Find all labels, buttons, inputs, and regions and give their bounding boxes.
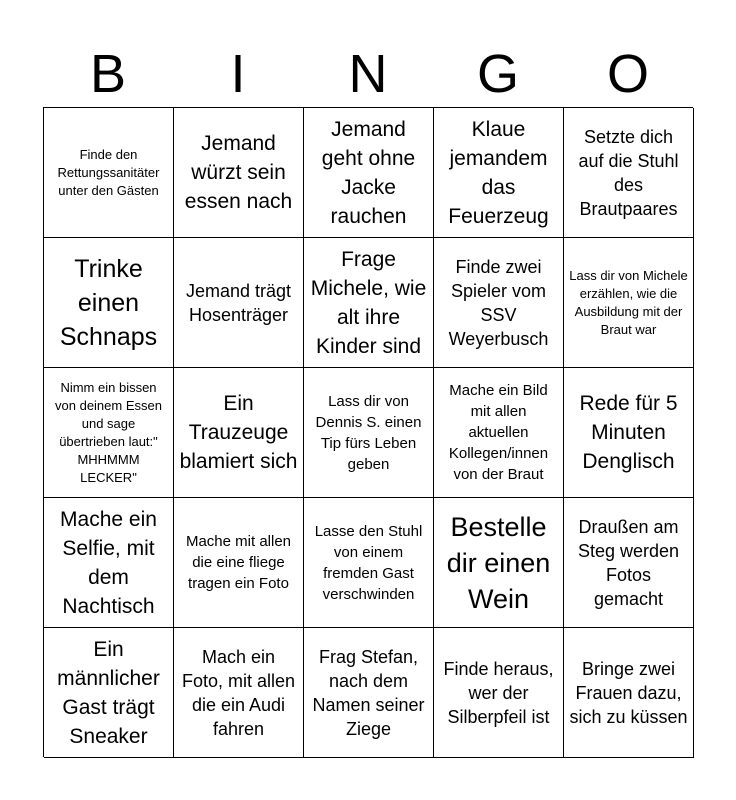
bingo-cell-text: Mache mit allen die eine fliege tragen ein Foto (185, 533, 292, 592)
bingo-cell (304, 498, 434, 628)
bingo-cell (304, 628, 434, 758)
bingo-cell (44, 108, 174, 238)
bingo-cell-text: Frage Michele, wie alt ihre Kinder sind (310, 247, 427, 358)
header-letter-b: B (89, 44, 127, 104)
bingo-cell (564, 498, 694, 628)
bingo-cell-text: Bestelle dir einen Wein (446, 511, 551, 614)
bingo-cell (304, 108, 434, 238)
bingo-cell-text: Frag Stefan, nach dem Namen seiner Ziege (312, 646, 425, 739)
bingo-cell-text: Ein männlicher Gast trägt Sneaker (57, 637, 160, 748)
bingo-cell (174, 108, 304, 238)
bingo-cell-text: Draußen am Steg werden Fotos gemacht (577, 516, 680, 609)
bingo-cell (174, 238, 304, 368)
bingo-cell-text: Rede für 5 Minuten Denglisch (579, 392, 678, 473)
bingo-cell-text: Lass dir von Dennis S. einen Tip fürs Leben geben (315, 392, 422, 473)
bingo-cell-text: Jemand würzt sein essen nach (184, 132, 293, 213)
bingo-cell (174, 628, 304, 758)
bingo-cell (44, 368, 174, 498)
bingo-cell (434, 238, 564, 368)
bingo-cell-text: Setzte dich auf die Stuhl des Brautpaares (578, 126, 679, 219)
bingo-cell-text: Klaue jemandem das Feuerzeug (448, 117, 549, 228)
bingo-cell (434, 498, 564, 628)
header-letter-i: I (230, 44, 246, 104)
header-letter-n: N (348, 44, 388, 104)
bingo-cell-text: Jemand trägt Hosenträger (185, 280, 292, 325)
bingo-cell (564, 628, 694, 758)
bingo-cell (174, 498, 304, 628)
bingo-cell (434, 108, 564, 238)
bingo-cell-text: Jemand geht ohne Jacke rauchen (321, 117, 416, 228)
header-letter-g: G (476, 44, 519, 104)
bingo-cell (434, 628, 564, 758)
bingo-cell-text: Mache ein Selfie, mit dem Nachtisch (60, 507, 157, 618)
bingo-cell (434, 368, 564, 498)
bingo-cell-text: Mache ein Bild mit allen aktuellen Kollegen/innen von der Braut (448, 382, 549, 483)
bingo-cell-text: Finde den Rettungssanitäter unter den Gästen (57, 146, 160, 198)
bingo-cell (304, 238, 434, 368)
bingo-cell (304, 368, 434, 498)
bingo-cell (564, 108, 694, 238)
bingo-cell-text: Bringe zwei Frauen dazu, sich zu küssen (569, 658, 688, 727)
bingo-cell-text: Lasse den Stuhl von einem fremden Gast verschwinden (314, 522, 423, 603)
header-letter-o: O (606, 44, 649, 104)
bingo-header (43, 40, 693, 108)
bingo-grid (43, 107, 693, 757)
bingo-cell-text: Ein Trauzeuge blamiert sich (179, 392, 298, 473)
bingo-cell (44, 628, 174, 758)
bingo-cell (564, 238, 694, 368)
bingo-cell-text: Finde zwei Spieler vom SSV Weyerbusch (448, 256, 549, 349)
bingo-cell-text: Finde heraus, wer der Silberpfeil ist (443, 658, 554, 727)
bingo-cell-text: Trinke einen Schnaps (59, 254, 158, 351)
bingo-cell (564, 368, 694, 498)
bingo-cell (44, 498, 174, 628)
bingo-cell (44, 238, 174, 368)
bingo-cell-text: Mach ein Foto, mit allen die ein Audi fahren (181, 646, 296, 739)
bingo-cell-text: Lass dir von Michele erzählen, wie die Ausbildung mit der Braut war (569, 267, 688, 337)
bingo-cell-text: Nimm ein bissen von deinem Essen und sage übertrieben laut:" MHHMMM LECKER" (55, 379, 162, 485)
bingo-cell (174, 368, 304, 498)
